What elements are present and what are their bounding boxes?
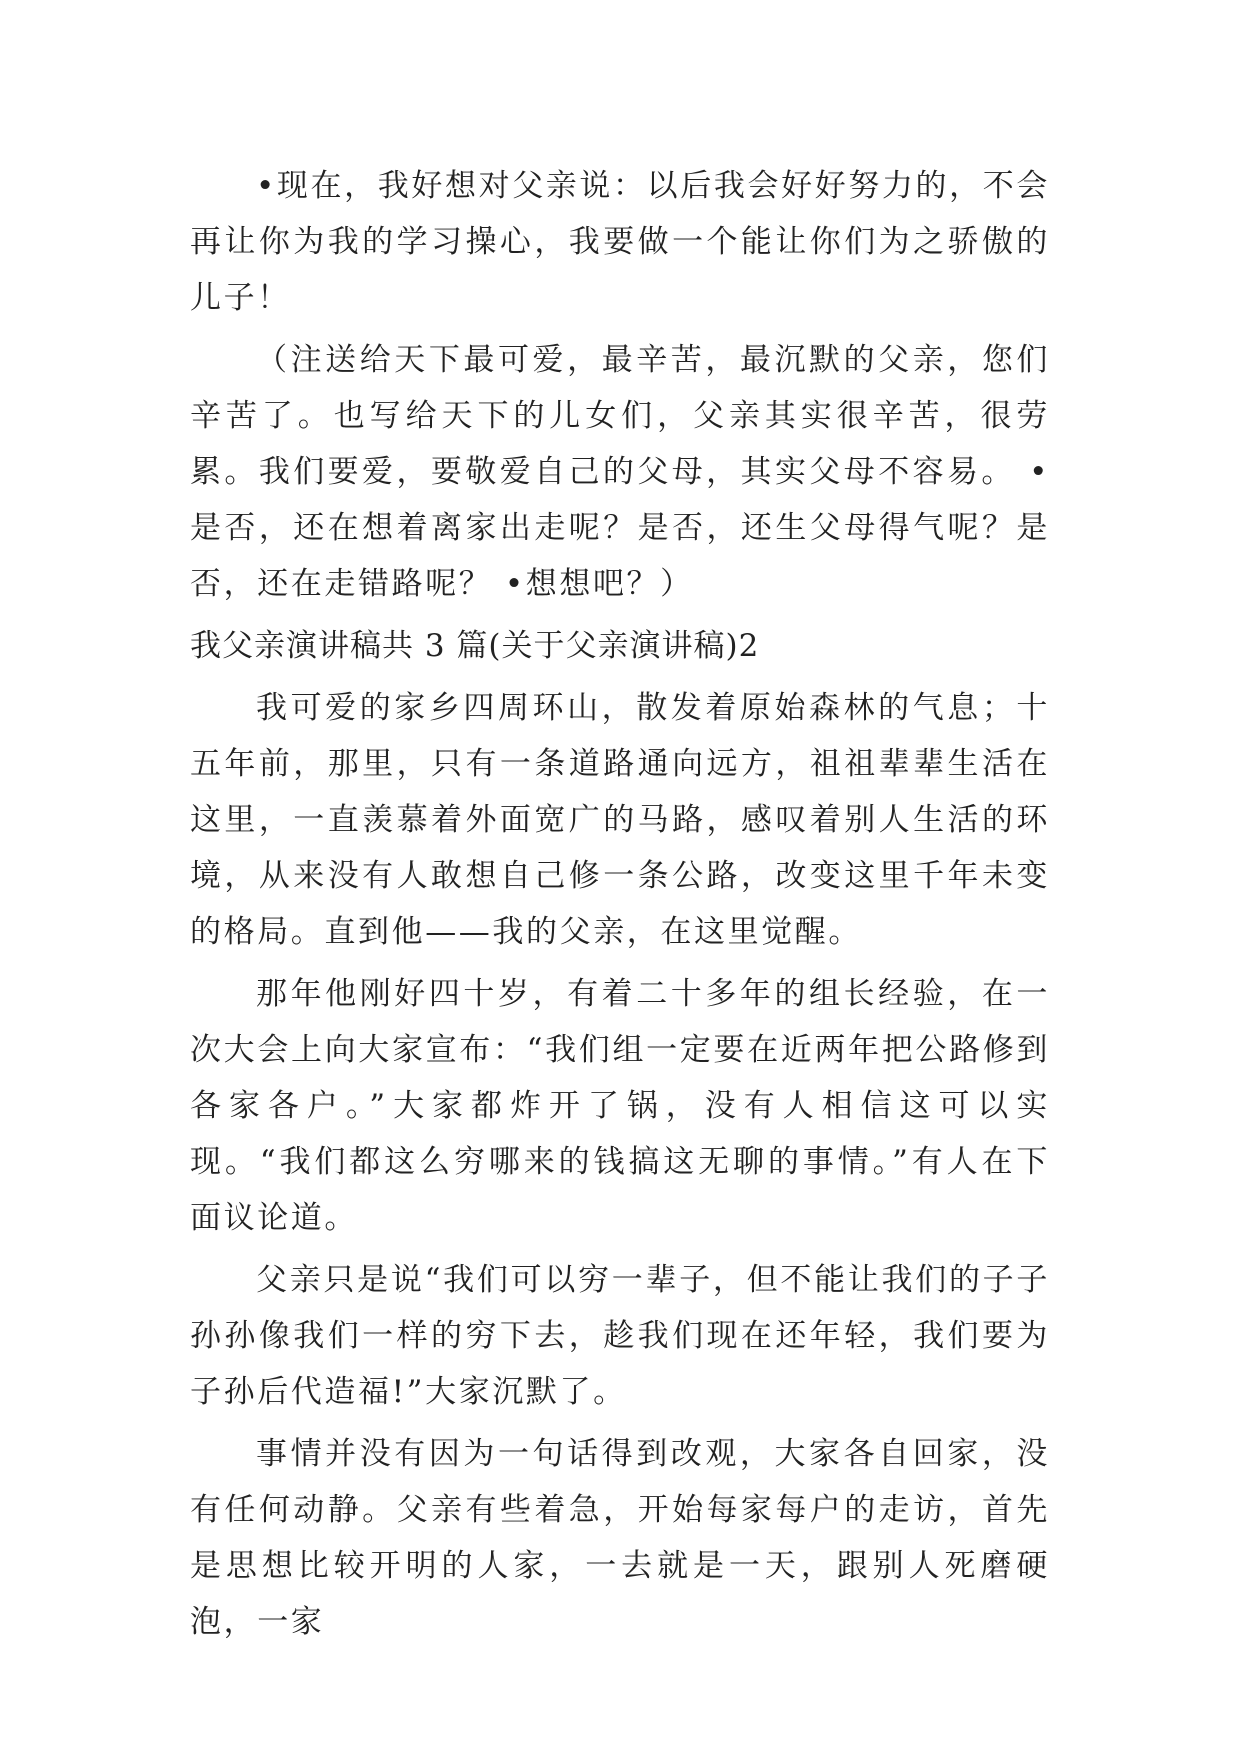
paragraph: 事情并没有因为一句话得到改观，大家各自回家，没有任何动静。父亲有些着急，开始每家每户的走访，首先是思想比较开明的人家，一去就是一天，跟别人死磨硬泡，一家 <box>190 1436 1050 1640</box>
section-heading: 我父亲演讲稿共 3 篇(关于父亲演讲稿)2 <box>190 628 760 664</box>
paragraph: （注送给天下最可爱，最辛苦，最沉默的父亲，您们辛苦了。也写给天下的儿女们，父亲其实很辛苦，很劳累。我们要爱，要敬爱自己的父母，其实父母不容易。 •是否，还在想着离家出走呢？是否，还生父母得气呢？是否，还在走错路呢？ •想想吧？） <box>190 342 1050 602</box>
paragraph: •现在，我好想对父亲说：以后我会好好努力的，不会再让你为我的学习操心，我要做一个能让你们为之骄傲的儿子！ <box>190 168 1050 316</box>
document-body <box>190 158 1050 1656</box>
paragraph: 我可爱的家乡四周环山，散发着原始森林的气息；十五年前，那里，只有一条道路通向远方，祖祖辈辈生活在这里，一直羡慕着外面宽广的马路，感叹着别人生活的环境，从来没有人敢想自己修一条公路，改变这里千年未变的格局。直到他——我的父亲，在这里觉醒。 <box>190 690 1050 950</box>
paragraph: 父亲只是说“我们可以穷一辈子，但不能让我们的子子孙孙像我们一样的穷下去，趁我们现在还年轻，我们要为子孙后代造福!”大家沉默了。 <box>190 1262 1050 1410</box>
paragraph: 那年他刚好四十岁，有着二十多年的组长经验，在一次大会上向大家宣布：“我们组一定要在近两年把公路修到各家各户。”大家都炸开了锅，没有人相信这可以实现。“我们都这么穷哪来的钱搞这无聊的事情。”有人在下面议论道。 <box>190 976 1050 1236</box>
